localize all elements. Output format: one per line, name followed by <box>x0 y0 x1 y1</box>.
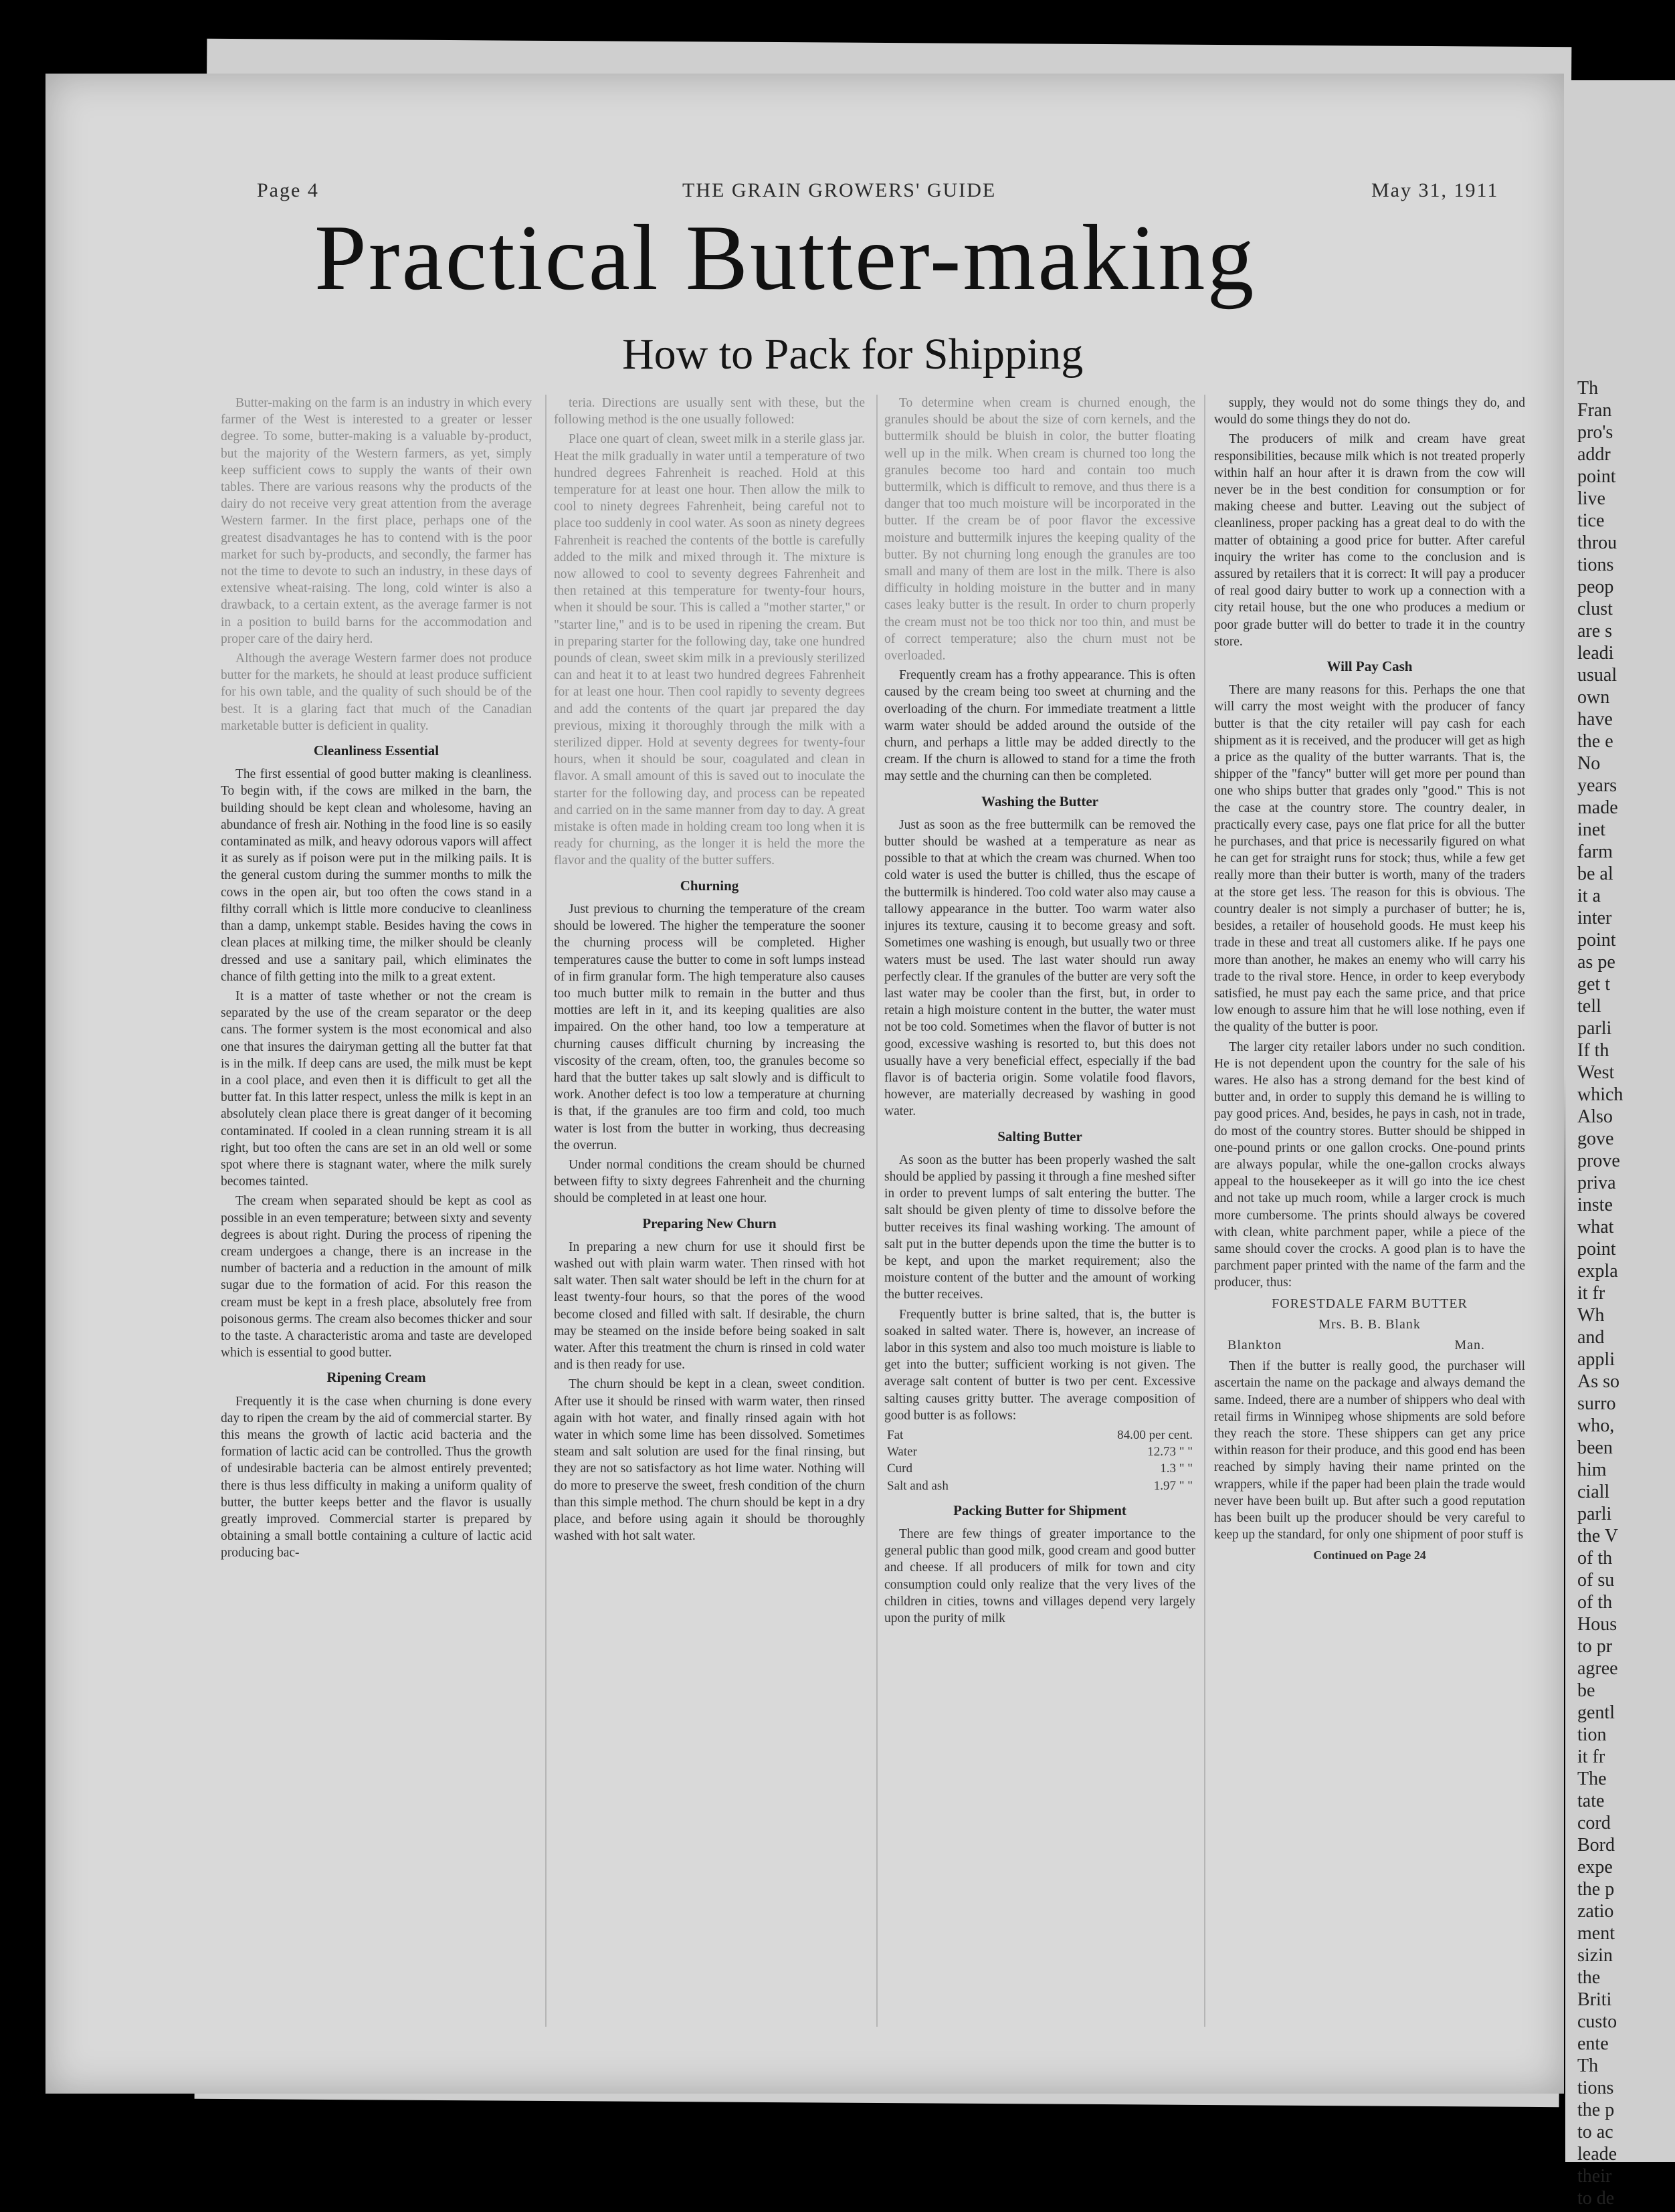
adjacent-page-text: ment <box>1577 1923 1615 1944</box>
adjacent-page-text: and <box>1577 1327 1605 1348</box>
adjacent-page-text: Also <box>1577 1106 1613 1127</box>
article-subtitle: How to Pack for Shipping <box>622 330 1084 379</box>
adjacent-page-text: tions <box>1577 555 1614 575</box>
adjacent-page-text: the p <box>1577 1879 1615 1900</box>
adjacent-page-text: to de <box>1577 2188 1615 2209</box>
adjacent-page-text: as pe <box>1577 952 1615 973</box>
section-heading: Ripening Cream <box>326 1369 426 1386</box>
adjacent-page-text: cord <box>1577 1813 1611 1833</box>
section-heading: Packing Butter for Shipment <box>953 1502 1126 1518</box>
paragraph: It is a matter of taste whether or not the cream is separated by the use of the cream separator or the deep cans. The former system is the most economical and also one that insures the dairyman getting all the butter fat that is in the milk. If deep cans are used, the milk must be kept in a cool place, and even then it is difficult to get all the butter fat. In this latter respect, unless the milk is kept in an absolutely clean place there is great danger of it becoming contaminated. If cooled in a clean running stream it is all right, but too often the cans are set in an old well or some spot where there is stagnant water, where the milk surely becomes tainted. <box>221 989 532 1189</box>
adjacent-page-text: of th <box>1577 1592 1613 1613</box>
article-column-1 <box>221 395 532 1565</box>
table-cell: Water <box>887 1445 917 1460</box>
paragraph: The cream when separated should be kept as cool as possible in an even temperature; between sixty and seventy degrees is about right. During the process of ripening the cream undergoes a change, there is an increase in the number of bacteria and a reduction in the amount of milk sugar due to the formation of acid. For this reason the cream must be kept in a fresh place, absolutely free from poisonous germs. The cream also becomes thicker and sour to the taste. A characteristic aroma and taste are developed which is essential to good butter. <box>221 1194 532 1361</box>
article-column-3 <box>884 395 1195 1629</box>
paragraph: Place one quart of clean, sweet milk in a sterile glass jar. Heat the milk gradually in water until a temperature of two hundred degrees Fahrenheit is reached. Hold at this temperature for at least one hour. Then allow the milk to cool to ninety degrees Fahrenheit, being careful not to place too suddenly in cool water. As soon as ninety degrees Fahrenheit is reached the contents of the bottle is carefully added to the milk and mixed through it. The mixture is now allowed to cool to seventy degrees Fahrenheit and then retained at this temperature for twenty-four hours, when it should be sour. This is called a "mother starter," or "starter line," and is to be used in ripening the cream. But in preparing starter for the following day, take one hundred pounds of clean, sweet skim milk in a previously sterilized can and heat it to at least two hundred degrees Fahrenheit for at least one hour. Then cool rapidly to seventy degrees and add the contents of the quart jar prepared the day previous, mixing it thoroughly through the milk with a sterilized dipper. Hold at seventy degrees for twenty-four hours, when it should be sour, coagulated and clean in flavor. A small amount of this is saved out to inoculate the starter for the following day, and process can be repeated and carried on in the same manner from day to day. A great mistake is often made in holding cream too long when it is ready for churning, as the longer it is held the more the flavor and the quality of the butter suffers. <box>554 432 865 868</box>
table-cell: 1.3 " " <box>1160 1462 1193 1476</box>
adjacent-page-text: it a <box>1577 886 1601 906</box>
column-rule <box>876 395 878 2027</box>
table-row <box>884 1460 1195 1477</box>
table-cell: Salt and ash <box>887 1478 949 1493</box>
adjacent-page-text: prove <box>1577 1150 1620 1171</box>
adjacent-page-text: throu <box>1577 532 1617 553</box>
paragraph: To determine when cream is churned enough, the granules should be about the size of corn kernels, and the buttermilk should be bluish in color, the butter floating well up in the milk. When cream is churned too long the granules become too hard and contain too much buttermilk, which is difficult to remove, and thus there is a danger that too much moisture will be incorporated in the butter. If the cream be of poor flavor the excessive moisture and buttermilk injures the keeping quality of the butter. By not churning long enough the granules are too small and many of them are lost in the milk. There is also difficulty in holding moisture in the butter and in many cases leaky butter is the result. In order to churn properly the cream must not be too thick nor too thin, and must be of correct temperature; also the churn must not be overloaded. <box>884 396 1195 664</box>
paragraph: As soon as the butter has been properly washed the salt should be applied by passing it through a fine meshed sifter in order to prevent lumps of salt entering the butter. The salt should be given plenty of time to dissolve before the butter receives its final washing working. The amount of salt put in the butter depends upon the time the butter is to be kept, and upon the market requirement; also the moisture content of the butter and the amount of working the butter receives. <box>884 1152 1195 1302</box>
table-row <box>884 1443 1195 1460</box>
adjacent-page-text: parli <box>1577 1504 1612 1524</box>
adjacent-page-text: years <box>1577 775 1617 796</box>
page-number: Page 4 <box>257 179 319 201</box>
adjacent-page-text: leade <box>1577 2144 1617 2165</box>
adjacent-page-text: agree <box>1577 1658 1618 1679</box>
article-column-2 <box>554 395 865 1547</box>
adjacent-page-text: point <box>1577 930 1616 950</box>
adjacent-page-text: to pr <box>1577 1636 1613 1657</box>
adjacent-page-text: As so <box>1577 1371 1620 1392</box>
adjacent-page-text: inter <box>1577 908 1612 928</box>
table-row <box>884 1427 1195 1443</box>
adjacent-page-text: Th <box>1577 2055 1599 2076</box>
adjacent-page-text: inste <box>1577 1195 1613 1215</box>
section-heading: Salting Butter <box>997 1128 1082 1144</box>
paragraph: In preparing a new churn for use it should first be washed out with plain warm water. Then rinsed with hot salt water. Then salt water should be left in the churn for at least twenty-four hours, so that the pores of the wood become closed and filled with salt. If desirable, the churn may be steamed on the inside before being soaked in salt water. After this treatment the churn is rinsed in cold water and is then ready for use. <box>554 1239 865 1373</box>
adjacent-page-text: ciall <box>1577 1482 1610 1502</box>
adjacent-page-text: The <box>1577 1769 1607 1789</box>
adjacent-page-text: farm <box>1577 841 1613 862</box>
adjacent-page-text: surro <box>1577 1393 1616 1414</box>
section-heading: Churning <box>680 877 739 894</box>
adjacent-page-text: the p <box>1577 2100 1615 2120</box>
label-example-name: Mrs. B. B. Blank <box>1318 1316 1421 1332</box>
column-rule <box>545 395 547 2027</box>
section-heading: Cleanliness Essential <box>313 742 439 759</box>
adjacent-page-text: be al <box>1577 864 1613 884</box>
paragraph: teria. Directions are usually sent with these, but the following method is the one usually followed: <box>554 396 865 427</box>
adjacent-page-text: gentl <box>1577 1702 1615 1723</box>
continued-note: Continued on Page 24 <box>1313 1548 1426 1563</box>
paragraph: There are few things of greater importance to the general public than good milk, good cream and good butter and cheese. If all producers of milk for town and city consumption could only realize that the very lives of the children in cities, towns and villages depend very largely upon the purity of milk <box>884 1527 1195 1626</box>
adjacent-page-text: own <box>1577 687 1610 708</box>
adjacent-page-text: Th <box>1577 378 1599 399</box>
adjacent-page-text: No <box>1577 753 1601 774</box>
paragraph: There are many reasons for this. Perhaps the one that will carry the most weight with the producer of fancy butter is that the city retailer will pay cash for each shipment as it is received, and the producer will get as high a price as the quality of the butter warrants. That is, the shipper of the "fancy" butter will get more per pound than one who ships butter that grades only "good." This is not the case at the country store. The country dealer, in practically every case, pays one flat price for all the butter he purchases, and that price is necessarily figured on what he can get for straight runs for stock; thus, while a few get really more than their butter is worth, many of the traders at the store get less. The reason for this is obvious. The country dealer is not simply a purchaser of butter; he is, besides, a retailer of household goods. He must keep his trade in these and treat all customers alike. If he pays one more than another, he makes an enemy who will carry his trade to the rival store. Hence, in order to keep everybody satisfied, he must pay each the same price, and that price low enough to assure him that he will lose nothing, even if the quality of the butter is poor. <box>1214 683 1525 1035</box>
adjacent-page-text: him <box>1577 1460 1607 1480</box>
adjacent-page-text: tate <box>1577 1791 1605 1811</box>
adjacent-page-text: clust <box>1577 599 1613 619</box>
adjacent-page-text: parli <box>1577 1018 1612 1039</box>
label-example-province: Man. <box>1454 1337 1485 1352</box>
adjacent-page-text: their <box>1577 2166 1612 2187</box>
paragraph: Just previous to churning the temperature of the cream should be lowered. The higher the temperature the sooner the churning process will be completed. Higher temperatures cause the butter to come in soft lumps instead of in firm granular form. The high temperature also causes too much butter milk to remain in the butter and thus motties are left in it, and its keeping qualities are also impaired. On the other hand, too low a temperature at churning causes difficult churning by increasing the viscosity of the cream, often, too, the granules become so hard that the butter takes up salt slowly and is difficult to work. Another defect is too low a temperature at churning is that, if the granules are too firm and cold, too much water is lost from the butter in working, thus decreasing the overrun. <box>554 902 865 1152</box>
adjacent-page-text: been <box>1577 1437 1613 1458</box>
adjacent-page-text: tice <box>1577 510 1605 531</box>
paragraph: Frequently butter is brine salted, that is, the butter is soaked in salted water. There is, however, an increase of labor in this system and also too much moisture is liable to get into the butter; sufficient working is not given. The average salt content of butter is two per cent. Excessive salting causes gritty butter. The average composition of good butter is as follows: <box>884 1307 1195 1423</box>
adjacent-page-text: tions <box>1577 2078 1614 2098</box>
adjacent-page-text: get t <box>1577 974 1610 995</box>
article-title: Practical Butter-making <box>314 206 1256 310</box>
article-column-4 <box>1214 395 1525 1565</box>
section-heading: Washing the Butter <box>981 793 1098 809</box>
paragraph: Frequently it is the case when churning is done every day to ripen the cream by the aid of commercial starter. By this means the growth of lactic acid bacteria and the formation of lactic acid can be controlled. Thus the growth of undesirable bacteria can be almost entirely prevented; there is thus less difficulty in making a uniform quality of butter, the butter keeps better and the flavor is usually greatly improved. Commercial starter is prepared by obtaining a small bottle containing a culture of lactic acid producing bac- <box>221 1394 532 1561</box>
adjacent-page-text: point <box>1577 1239 1616 1260</box>
paragraph: Although the average Western farmer does not produce butter for the markets, he should at least produce sufficient for his own table, and the quality of such should be of the best. It is a glaring fact that much of the Canadian marketable butter is deficient in quality. <box>221 651 532 733</box>
adjacent-page-text: custo <box>1577 2011 1617 2032</box>
adjacent-page-text: tion <box>1577 1724 1607 1745</box>
butter-composition-table <box>884 1427 1195 1494</box>
adjacent-page-text: Briti <box>1577 1989 1612 2010</box>
adjacent-page-text: ente <box>1577 2033 1609 2054</box>
adjacent-page-text: Hous <box>1577 1614 1617 1635</box>
paragraph: The first essential of good butter making is cleanliness. To begin with, if the cows are milked in the barn, the building should be kept clean and wholesome, having an abundance of fresh air. Nothing in the food line is so easily contaminated as milk, and heavy odorous vapors will affect it as surely as if poison were put in the milking pails. It is the general custom during the summer months to milk the cows in the open air, but too often the cows stand in a filthy corrall which is little more conducive to cleanliness than a damp, unkempt stable. Besides having the cows in clean places at milking time, the milker should be cleanly dressed and use a sanitary pail, which eliminates the chance of filth getting into the milk to a great extent. <box>221 767 532 984</box>
adjacent-page-text: be <box>1577 1680 1595 1701</box>
adjacent-page-text: of th <box>1577 1548 1613 1569</box>
paragraph: Under normal conditions the cream should be churned between fifty to sixty degrees Fahrenheit and the churning should be completed in at least one hour. <box>554 1157 865 1206</box>
adjacent-page-text: gove <box>1577 1128 1614 1149</box>
table-cell: Curd <box>887 1462 912 1476</box>
adjacent-page-text: sizin <box>1577 1945 1613 1966</box>
adjacent-page-text: point <box>1577 466 1616 487</box>
adjacent-page-text: expe <box>1577 1857 1613 1878</box>
adjacent-page-text: pro's <box>1577 422 1613 443</box>
adjacent-page-text: made <box>1577 797 1618 818</box>
adjacent-page-text: live <box>1577 488 1605 509</box>
adjacent-page-text: it fr <box>1577 1746 1605 1767</box>
adjacent-page-text: what <box>1577 1217 1614 1237</box>
column-rule <box>1204 395 1205 2027</box>
adjacent-page-text: Wh <box>1577 1305 1605 1326</box>
adjacent-page-text: of su <box>1577 1570 1615 1591</box>
table-cell: 12.73 " " <box>1147 1445 1193 1460</box>
adjacent-page-text: who, <box>1577 1415 1615 1436</box>
section-heading: Will Pay Cash <box>1326 658 1413 675</box>
table-cell: 1.97 " " <box>1153 1478 1193 1493</box>
adjacent-page-fragment <box>1565 80 1675 2209</box>
paragraph: Butter-making on the farm is an industry in which every farmer of the West is interested to a greater or lesser degree. To some, butter-making is a valuable by-product, but the majority of the Western farmers, as yet, simply keep sufficient cows to supply the wants of their own tables. There are various reasons why the products of the dairy do not receive very great attention from the average Western farmer. In the first place, perhaps one of the greatest disadvantages he has to contend with is the poor market for such by-products, and secondly, the farmer has not the time to devote to such an industry, in these days of extensive wheat-raising. The long, cold winter is also a drawback, to a certain extent, as the average farmer is not in a position to build barns for the accommodation and proper care of the dairy herd. <box>221 396 532 646</box>
paragraph: supply, they would not do some things they do, and would do some things they do not do. <box>1214 396 1525 427</box>
table-cell: 84.00 per cent. <box>1117 1427 1193 1442</box>
adjacent-page-text: have <box>1577 709 1613 730</box>
label-example-town: Blankton <box>1227 1337 1282 1352</box>
adjacent-page-text: the <box>1577 1967 1601 1988</box>
adjacent-page-text: addr <box>1577 444 1611 465</box>
adjacent-page-text: tell <box>1577 996 1601 1017</box>
adjacent-page-text: inet <box>1577 819 1605 840</box>
adjacent-page-text: the e <box>1577 731 1613 752</box>
adjacent-page-text: West <box>1577 1062 1615 1083</box>
paragraph: Frequently cream has a frothy appearance. This is often caused by the cream being too sweet at churning and the overloading of the churn. For immediate treatment a little warm water should be added around the outside of the churn, and perhaps a little may be added directly to the cream. If the churn is allowed to stand for a time the froth may settle and the churning can then be completed. <box>884 668 1195 784</box>
publication-name: THE GRAIN GROWERS' GUIDE <box>682 179 997 201</box>
issue-date: May 31, 1911 <box>1371 179 1499 201</box>
adjacent-page-text: zatio <box>1577 1901 1614 1922</box>
label-example-farm: FORESTDALE FARM BUTTER <box>1272 1296 1468 1311</box>
adjacent-page-text: If th <box>1577 1040 1609 1061</box>
adjacent-page-text: priva <box>1577 1173 1616 1193</box>
paragraph: Then if the butter is really good, the purchaser will ascertain the name on the package and always demand the same. Indeed, there are a number of shippers who deal with retail firms in Winnipeg whose shipments are sold before they reach the store. These shippers can get any price within reason for their produce, and this good end has been reached by simply having their name printed on the wrappers, while if the paper had been plain the trade would never have been built up. But after such a good reputation has been built up the producer should be very careful to keep up the standard, for only one shipment of poor stuff is <box>1214 1359 1525 1542</box>
paragraph: The producers of milk and cream have great responsibilities, because milk which is not treated properly within half an hour after it is drawn from the cow will never be in the best condition for consumption or for making cheese and butter. Leaving out the subject of cleanliness, proper packing has a great deal to do with the matter of obtaining a good price for butter. After careful inquiry the writer has come to the conclusion and is assured by retailers that it is correct: It will pay a producer of real good dairy butter to work up a connection with a city retail house, but the one who produces a medium or poor grade butter will do better to trade it in the country store. <box>1214 432 1525 649</box>
adjacent-page-text: leadi <box>1577 643 1614 664</box>
adjacent-page-text: the V <box>1577 1526 1618 1546</box>
section-heading: Preparing New Churn <box>642 1215 777 1231</box>
paragraph: Just as soon as the free buttermilk can be removed the butter should be washed at a temperature as near as possible to that at which the cream was churned. When too cold water is used the butter is chilled, thus the escape of the buttermilk is hindered. Too cold water also may cause a tallowy appearance in the butter. Too warm water also injures its texture, causing it to become greasy and soft. Sometimes one washing is enough, but usually two or three waters must be used. The last water should run away perfectly clear. If the granules of the butter are very soft the last water may be cooler than the first, but, in order to retain a high moisture content in the butter, the water must not be too cold. Sometimes when the flavor of butter is not good, excessive washing is resorted to, but this does not usually have a very beneficial effect, especially if the bad flavor is of bacteria origin. Some volatile food flavors, however, are materially decreased by washing in good water. <box>884 817 1195 1119</box>
table-cell: Fat <box>887 1427 904 1442</box>
adjacent-page-text: peop <box>1577 577 1614 597</box>
paragraph: The churn should be kept in a clean, sweet condition. After use it should be rinsed with warm water, then rinsed again with hot water, and finally rinsed again with hot water in which some lime has been dissolved. Sometimes steam and salt solution are used for the final rinsing, but they are not so satisfactory as hot lime water. Nothing will do more to preserve the sweet, fresh condition of the churn than this simple method. The churn should be kept in a dry place, and before using again it should be thoroughly washed with hot salt water. <box>554 1377 865 1544</box>
adjacent-page-text: to ac <box>1577 2122 1613 2142</box>
adjacent-page-text: are s <box>1577 621 1613 641</box>
adjacent-page-text: usual <box>1577 665 1617 686</box>
adjacent-page-text: it fr <box>1577 1283 1605 1304</box>
adjacent-page-text: appli <box>1577 1349 1615 1370</box>
table-row <box>884 1478 1195 1494</box>
adjacent-page-text: Bord <box>1577 1835 1615 1855</box>
adjacent-page-text: which <box>1577 1084 1623 1105</box>
paragraph: The larger city retailer labors under no such condition. He is not dependent upon the country for the sale of his wares. He also has a strong demand for the best kind of butter and, in order to supply this demand he is willing to pay good prices. And, besides, he pays in cash, not in trade, do most of the country stores. Butter should be shipped in one-pound prints or one gallon crocks. One-pound prints are always popular, while the one-gallon crocks always appeal to the housekeeper as it will go into the ice chest and not take up much room, while a larger crock is much more cumbersome. The prints should always be covered with clean, white parchment paper, while a piece of the same should cover the crocks. A good plan is to have the parchment paper printed with the name of the farm and the producer, thus: <box>1214 1039 1525 1290</box>
adjacent-page-text: Fran <box>1577 400 1612 421</box>
adjacent-page-text: expla <box>1577 1261 1618 1282</box>
label-example-address <box>1214 1337 1525 1354</box>
